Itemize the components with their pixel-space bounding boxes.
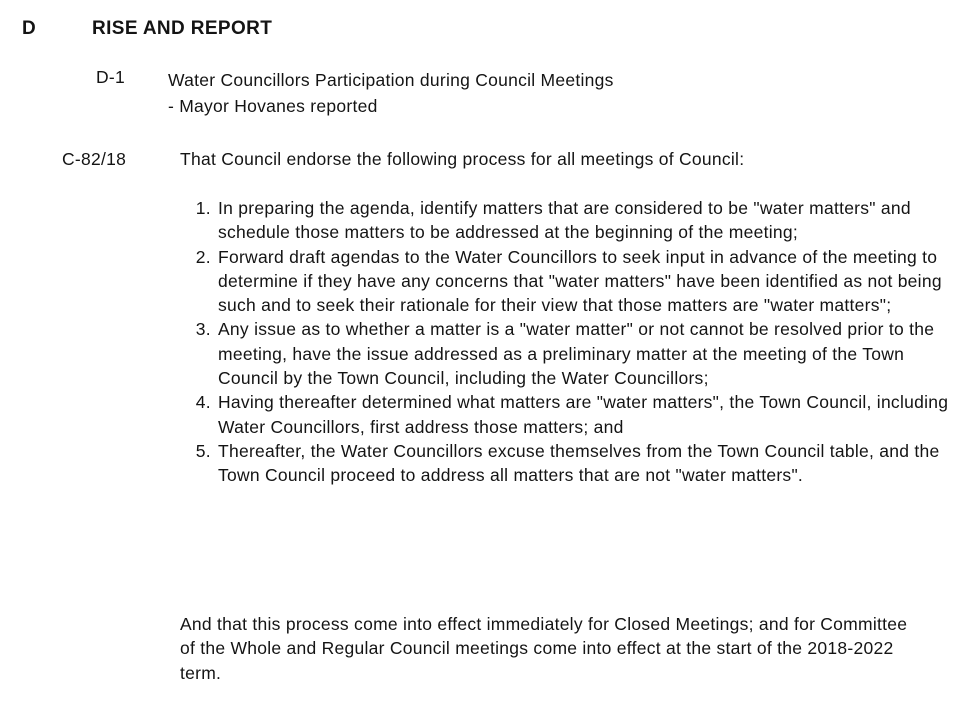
process-step: 1. In preparing the agenda, identify matters that are considered to be "water matters" and schedule those matters to be addressed at the beginning of the meeting; bbox=[216, 196, 957, 245]
section-title: RISE AND REPORT bbox=[92, 18, 273, 39]
agenda-item-number: D-1 bbox=[96, 67, 125, 87]
section-letter: D bbox=[22, 18, 37, 39]
agenda-item-body bbox=[168, 67, 788, 119]
resolution-number: C-82/18 bbox=[62, 149, 127, 169]
agenda-item-title: Water Councillors Participation during Council Meetings bbox=[168, 70, 614, 90]
process-step: 4. Having thereafter determined what matters are "water matters", the Town Council, including Water Councillors, first address those matters; and bbox=[216, 390, 957, 439]
process-step: 2. Forward draft agendas to the Water Councillors to seek input in advance of the meeting to determine if they have any concerns that "water matters" have been identified as not being such and to seek their rationale for their view that those matters are "water matters"; bbox=[216, 245, 957, 318]
process-steps-list bbox=[180, 196, 957, 488]
agenda-item-note: - Mayor Hovanes reported bbox=[168, 96, 378, 116]
process-step: 5. Thereafter, the Water Councillors excuse themselves from the Town Council table, and the Town Council proceed to address all matters that are not "water matters". bbox=[216, 439, 957, 488]
closing-paragraph: And that this process come into effect immediately for Closed Meetings; and for Committee of the Whole and Regular Council meetings come into effect at the start of the 2018-2022 term. bbox=[180, 614, 908, 683]
process-step: 3. Any issue as to whether a matter is a "water matter" or not cannot be resolved prior to the meeting, have the issue addressed as a preliminary matter at the meeting of the Town Council by the Town Council, including the Water Councillors; bbox=[216, 317, 957, 390]
resolution-intro: That Council endorse the following process for all meetings of Council: bbox=[180, 149, 745, 169]
